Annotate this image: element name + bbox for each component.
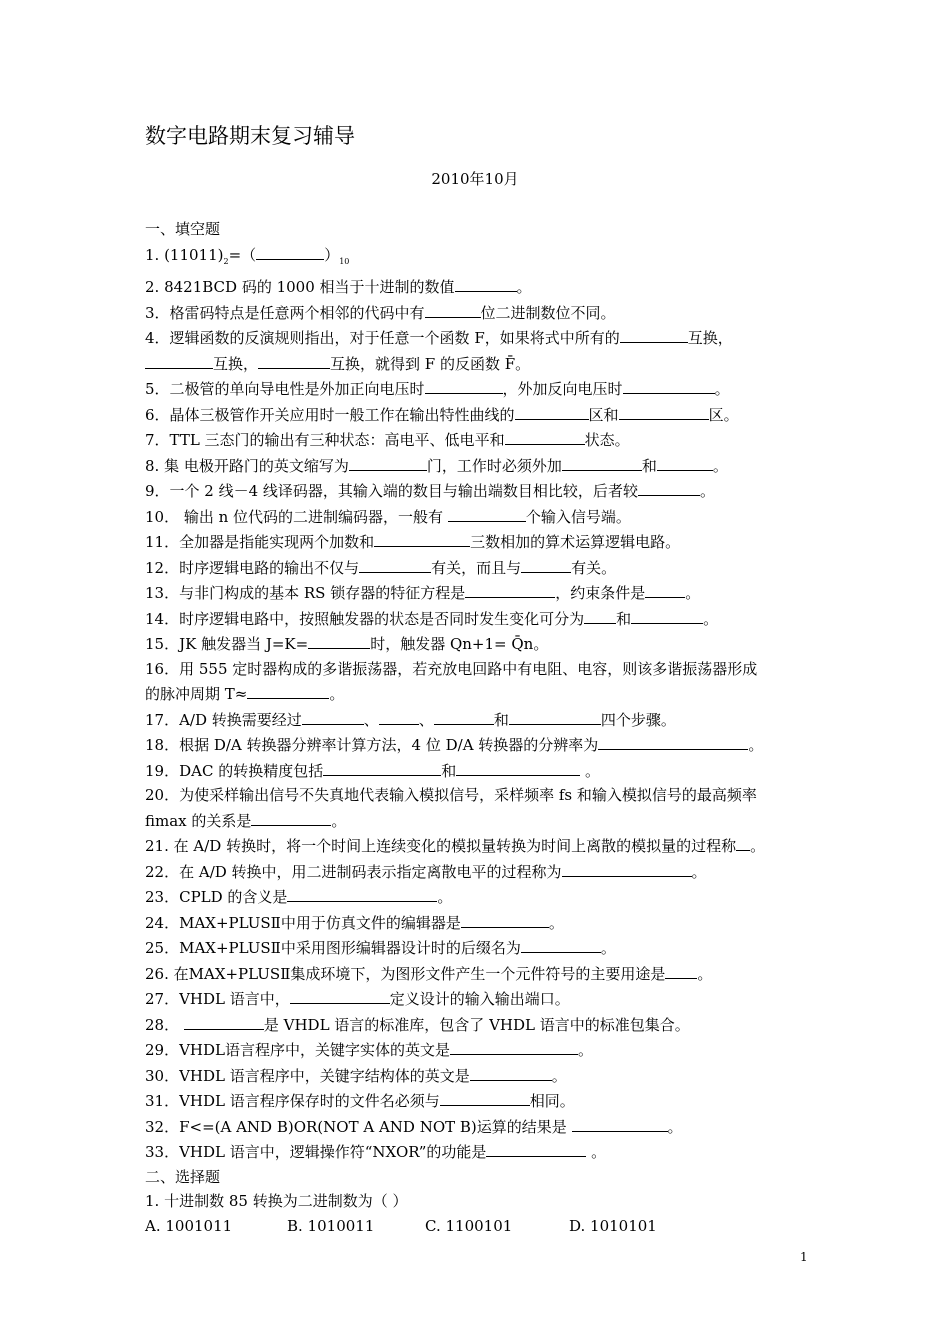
question-33: 33．VHDL 语言中，逻辑操作符“NXOR”的功能是 。: [145, 1139, 813, 1165]
question-31: 31．VHDL 语言程序保存时的文件名必须与 相同。: [145, 1088, 813, 1114]
question-17: 17．A/D 转换需要经过 、 、 和 四个步骤。: [145, 707, 813, 733]
question-16-cont: 的脉冲周期 T≈ 。: [145, 681, 813, 707]
option-c: C. 1100101: [425, 1216, 513, 1235]
question-25: 25．MAX+PLUSⅡ中采用图形编辑器设计时的后缀名为 。: [145, 935, 813, 961]
question-11: 11．全加器是指能实现两个加数和 三数相加的算术运算逻辑电路。: [145, 529, 813, 555]
mc-question-1-options: [145, 1214, 813, 1239]
document-date: 2010年10月: [431, 170, 519, 188]
question-4: 4．逻辑函数的反演规则指出，对于任意一个函数 F，如果将式中所有的 互换，: [145, 325, 813, 351]
question-1: 1. $(11011)_2=$（ ）$_{10}$: [145, 242, 813, 275]
document-body: [145, 217, 813, 1238]
question-8: 8. 集 电极开路门的英文缩写为 门，工作时必须外加 和 。: [145, 453, 813, 479]
question-19: 19．DAC 的转换精度包括 和 。: [145, 758, 813, 784]
question-22: 22．在 A/D 转换中，用二进制码表示指定离散电平的过程称为 。: [145, 859, 813, 885]
question-15: 15．JK 触发器当 J=K= 时，触发器 Qn+1= Q̄n。: [145, 631, 813, 657]
question-27: 27．VHDL 语言中， 定义设计的输入输出端口。: [145, 986, 813, 1012]
question-12: 12．时序逻辑电路的输出不仅与 有关，而且与 有关。: [145, 555, 813, 581]
question-3: 3．格雷码特点是任意两个相邻的代码中有 位二进制数位不同。: [145, 300, 813, 326]
question-9: 9．一个 2 线－4 线译码器，其输入端的数目与输出端数目相比较，后者较 。: [145, 478, 813, 504]
question-2: 2. 8421BCD 码的 1000 相当于十进制的数值 。: [145, 274, 813, 300]
question-21: 21. 在 A/D 转换时，将一个时间上连续变化的模拟量转换为时间上离散的模拟量的过程称 。: [145, 833, 813, 859]
question-13: 13．与非门构成的基本 RS 锁存器的特征方程是 ，约束条件是 。: [145, 580, 813, 606]
document-title: 数字电路期末复习辅导: [145, 124, 355, 148]
question-10: 10． 输出 n 位代码的二进制编码器，一般有 个输入信号端。: [145, 504, 813, 530]
option-b: B. 1010011: [287, 1216, 375, 1235]
question-23: 23．CPLD 的含义是 。: [145, 884, 813, 910]
question-29: 29．VHDL语言程序中，关键字实体的英文是 。: [145, 1037, 813, 1063]
option-d: D. 1010101: [569, 1216, 657, 1235]
question-20-cont: fimax 的关系是 。: [145, 808, 813, 834]
page-number: 1: [800, 1250, 808, 1264]
question-5: 5．二极管的单向导电性是外加正向电压时 ，外加反向电压时 。: [145, 376, 813, 402]
question-16: 16．用 555 定时器构成的多谐振荡器，若充放电回路中有电阻、电容，则该多谐振荡器形成: [145, 659, 758, 678]
question-26: 26. 在MAX+PLUSⅡ集成环境下，为图形文件产生一个元件符号的主要用途是 。: [145, 961, 813, 987]
question-20: 20．为使采样输出信号不失真地代表输入模拟信号，采样频率 fs 和输入模拟信号的最高频率: [145, 786, 757, 804]
section-heading-multiple-choice: 二、选择题: [145, 1167, 221, 1186]
option-a: A. 1001011: [145, 1216, 233, 1235]
question-30: 30．VHDL 语言程序中，关键字结构体的英文是 。: [145, 1063, 813, 1089]
question-7: 7．TTL 三态门的输出有三种状态：高电平、低电平和 状态。: [145, 427, 813, 453]
question-6: 6．晶体三极管作开关应用时一般工作在输出特性曲线的 区和 区。: [145, 402, 813, 428]
question-32: 32．F<=(A AND B)OR(NOT A AND NOT B)运算的结果是 。: [145, 1114, 813, 1140]
question-28: 28． 是 VHDL 语言的标准库，包含了 VHDL 语言中的标准包集合。: [145, 1012, 813, 1038]
section-heading-fill-blank: 一、填空题: [145, 220, 221, 238]
question-4-cont: 互换， 互换，就得到 F 的反函数 F̄。: [145, 351, 813, 377]
question-18: 18．根据 D/A 转换器分辨率计算方法，4 位 D/A 转换器的分辨率为 。: [145, 732, 813, 758]
mc-question-1: 1. 十进制数 85 转换为二进制数为（ ）: [145, 1192, 408, 1210]
question-14: 14．时序逻辑电路中，按照触发器的状态是否同时发生变化可分为 和 。: [145, 606, 813, 632]
question-24: 24．MAX+PLUSⅡ中用于仿真文件的编辑器是 。: [145, 910, 813, 936]
